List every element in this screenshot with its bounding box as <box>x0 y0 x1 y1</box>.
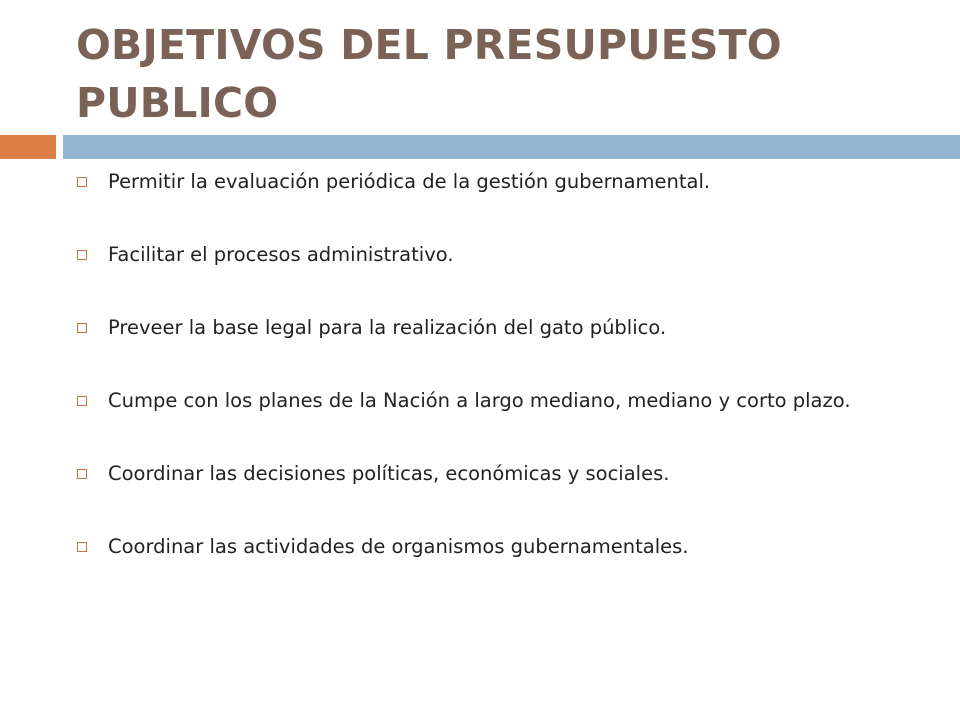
bullet-text: Permitir la evaluación periódica de la gestión gubernamental. <box>108 170 711 193</box>
slide-title: OBJETIVOS DEL PRESUPUESTO PUBLICO <box>76 21 782 127</box>
square-outline-icon <box>77 396 87 406</box>
title-accent-bar <box>0 135 56 159</box>
bullet-item <box>76 243 910 267</box>
square-outline-icon <box>77 542 87 552</box>
bullet-list <box>76 170 910 559</box>
title-divider-bar <box>63 135 960 159</box>
bullet-item <box>76 170 910 194</box>
bullet-text: Cumpe con los planes de la Nación a largo mediano, mediano y corto plazo. <box>108 389 851 412</box>
bullet-text: Coordinar las actividades de organismos gubernamentales. <box>108 535 689 558</box>
bullet-item <box>76 389 910 413</box>
bullet-text: Facilitar el procesos administrativo. <box>108 243 454 266</box>
square-outline-icon <box>77 323 87 333</box>
bullet-text: Coordinar las decisiones políticas, económicas y sociales. <box>108 462 670 485</box>
bullet-text: Preveer la base legal para la realización del gato público. <box>108 316 667 339</box>
bullet-item <box>76 316 910 340</box>
bullet-item <box>76 535 910 559</box>
bullet-item <box>76 462 910 486</box>
square-outline-icon <box>77 469 87 479</box>
square-outline-icon <box>77 250 87 260</box>
square-outline-icon <box>77 177 87 187</box>
